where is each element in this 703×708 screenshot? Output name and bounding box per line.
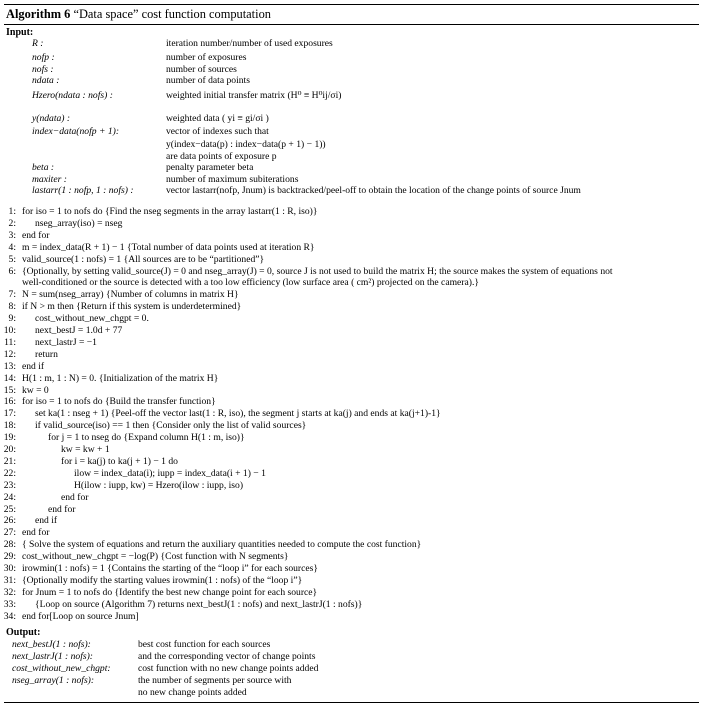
line-text: m = index_data(R + 1) − 1 {Total number of data points used at iteration R} <box>22 241 315 253</box>
line-text: valid_source(1 : nofs) = 1 {All sources are to be “partitioned”} <box>22 253 265 265</box>
line-number: 3: <box>8 229 16 241</box>
line-text: end if <box>35 515 58 527</box>
line-number: 11: <box>4 336 16 348</box>
line-text: next_bestJ = 1.0d + 77 <box>35 325 123 336</box>
line-number: 4: <box>8 241 16 253</box>
line-number: 25: <box>3 503 16 515</box>
input-description: number of data points <box>166 75 250 86</box>
line-text: well-conditioned or the source is detected with a too low efficiency (low surface area ( cm²) projected on the camera).} <box>22 277 479 289</box>
line-number: 5: <box>8 253 16 265</box>
line-number: 10: <box>3 325 16 336</box>
output-heading: Output: <box>6 627 41 638</box>
line-text: ilow = index_data(i); iupp = index_data(i + 1) − 1 <box>74 467 266 479</box>
line-number: 24: <box>3 491 16 503</box>
line-text: for Jnum = 1 to nofs do {Identify the best new change point for each source} <box>22 586 318 598</box>
input-description: y(index−data(p) : index−data(p + 1) − 1)) <box>166 139 326 150</box>
algorithm-label: Algorithm 6 <box>6 7 71 21</box>
line-text: {Optionally, by setting valid_source(J) = 0 and nseg_array(J) = 0, source J is not used to build the matrix H; the source makes the system of equations not <box>22 265 613 277</box>
line-text: for j = 1 to nseg do {Expand column H(1 : m, iso)} <box>48 432 245 444</box>
line-number: 8: <box>8 301 16 313</box>
line-number: 31: <box>3 574 16 586</box>
line-number: 2: <box>8 217 16 229</box>
output-name: next_bestJ(1 : nofs): <box>12 639 91 650</box>
input-name: R : <box>32 38 44 49</box>
line-text: N = sum(nseg_array) {Number of columns in matrix H} <box>22 289 239 301</box>
input-name: nofs : <box>32 64 54 75</box>
output-description: and the corresponding vector of change points <box>138 651 316 662</box>
output-description: cost function with no new change points added <box>138 663 319 674</box>
line-number: 17: <box>3 408 16 420</box>
input-name: lastarr(1 : nofp, 1 : nofs) : <box>32 185 134 196</box>
line-number: 28: <box>3 539 16 551</box>
input-heading: Input: <box>6 27 34 38</box>
line-number: 22: <box>3 467 16 479</box>
line-text: end if <box>22 360 45 372</box>
output-description: no new change points added <box>138 687 247 698</box>
line-text: for iso = 1 to nofs do {Find the nseg segments in the array lastarr(1 : R, iso)} <box>22 206 318 217</box>
output-name: next_lastrJ(1 : nofs): <box>12 651 93 662</box>
line-text: kw = kw + 1 <box>61 444 110 455</box>
input-name: nofp : <box>32 52 55 63</box>
algorithm-caption: “Data space” cost function computation <box>73 7 271 21</box>
output-name: cost_without_new_chgpt: <box>12 663 111 674</box>
input-description: number of sources <box>166 64 237 75</box>
line-number: 7: <box>8 289 16 301</box>
line-text: return <box>35 348 58 360</box>
line-number: 33: <box>3 598 16 610</box>
top-rule <box>4 4 699 5</box>
line-text: H(1 : m, 1 : N) = 0. {Initialization of the matrix H} <box>22 372 219 384</box>
input-description: weighted initial transfer matrix (H⁰ ≡ H⁰ij/σi) <box>166 90 342 101</box>
input-name: maxiter : <box>32 174 67 185</box>
line-text: end for[Loop on source Jnum] <box>22 610 139 622</box>
line-number: 6: <box>8 265 16 277</box>
output-description: best cost function for each sources <box>138 639 271 650</box>
line-text: end for <box>22 229 50 241</box>
line-number: 21: <box>3 455 16 467</box>
line-text: irowmin(1 : nofs) = 1 {Contains the starting of the “loop i” for each sources} <box>22 563 318 574</box>
algorithm-title <box>6 7 271 21</box>
output-description: the number of segments per source with <box>138 675 292 686</box>
line-number: 13: <box>3 360 16 372</box>
line-number: 27: <box>3 527 16 539</box>
input-name: ndata : <box>32 75 60 86</box>
input-description: are data points of exposure p <box>166 151 277 162</box>
line-text: cost_without_new_chgpt = 0. <box>35 313 149 325</box>
input-description: penalty parameter beta <box>166 162 254 173</box>
line-text: end for <box>22 527 50 539</box>
line-text: {Loop on source (Algorithm 7) returns next_bestJ(1 : nofs) and next_lastrJ(1 : nofs)} <box>35 598 363 610</box>
line-number: 16: <box>3 396 16 408</box>
line-number: 19: <box>3 432 16 444</box>
line-text: kw = 0 <box>22 384 49 396</box>
line-number: 1: <box>8 206 16 217</box>
line-number: 23: <box>3 479 16 491</box>
bottom-rule <box>4 702 699 703</box>
input-description: number of maximum subiterations <box>166 174 299 185</box>
line-number: 26: <box>3 515 16 527</box>
line-text: {Optionally modify the starting values irowmin(1 : nofs) of the “loop i”} <box>22 574 303 586</box>
line-text: nseg_array(iso) = nseg <box>35 217 123 229</box>
line-number: 20: <box>3 444 16 455</box>
line-number: 14: <box>3 372 16 384</box>
line-text: H(ilow : iupp, kw) = Hzero(ilow : iupp, iso) <box>74 479 244 491</box>
line-text: if N > m then {Return if this system is underdetermined} <box>22 301 242 313</box>
line-text: { Solve the system of equations and return the auxiliary quantities needed to compute the cost function} <box>22 539 422 551</box>
line-number: 34: <box>3 610 16 622</box>
line-text: end for <box>48 503 76 515</box>
line-text: if valid_source(iso) == 1 then {Consider only the list of valid sources} <box>35 420 307 432</box>
line-number: 15: <box>3 384 16 396</box>
input-description: vector of indexes such that <box>166 126 269 137</box>
line-number: 32: <box>3 586 16 598</box>
line-number: 30: <box>3 563 16 574</box>
line-text: next_lastrJ = −1 <box>35 336 97 348</box>
line-number: 12: <box>3 348 16 360</box>
line-text: for iso = 1 to nofs do {Build the transfer function} <box>22 396 216 408</box>
line-text: set ka(1 : nseg + 1) {Peel-off the vector last(1 : R, iso), the segment j starts at ka(j) and ends at ka(j+1)-1} <box>35 408 441 420</box>
input-name: index−data(nofp + 1): <box>32 126 120 137</box>
input-description: number of exposures <box>166 52 247 63</box>
line-number: 29: <box>3 551 16 563</box>
line-text: for i = ka(j) to ka(j + 1) − 1 do <box>61 455 178 467</box>
line-number: 9: <box>8 313 16 325</box>
line-text: end for <box>61 491 89 503</box>
input-name: Hzero(ndata : nofs) : <box>32 90 113 101</box>
input-description: iteration number/number of used exposures <box>166 38 333 49</box>
input-description: weighted data ( yi ≡ gi/σi ) <box>166 113 269 124</box>
input-name: y(ndata) : <box>32 113 71 124</box>
output-name: nseg_array(1 : nofs): <box>12 675 95 686</box>
input-description: vector lastarr(nofp, Jnum) is backtracked/peel-off to obtain the location of the change points of source Jnum <box>166 185 581 196</box>
title-rule <box>4 24 699 25</box>
input-name: beta : <box>32 162 55 173</box>
line-text: cost_without_new_chgpt = −log(P) {Cost function with N segments} <box>22 551 289 563</box>
line-number: 18: <box>3 420 16 432</box>
